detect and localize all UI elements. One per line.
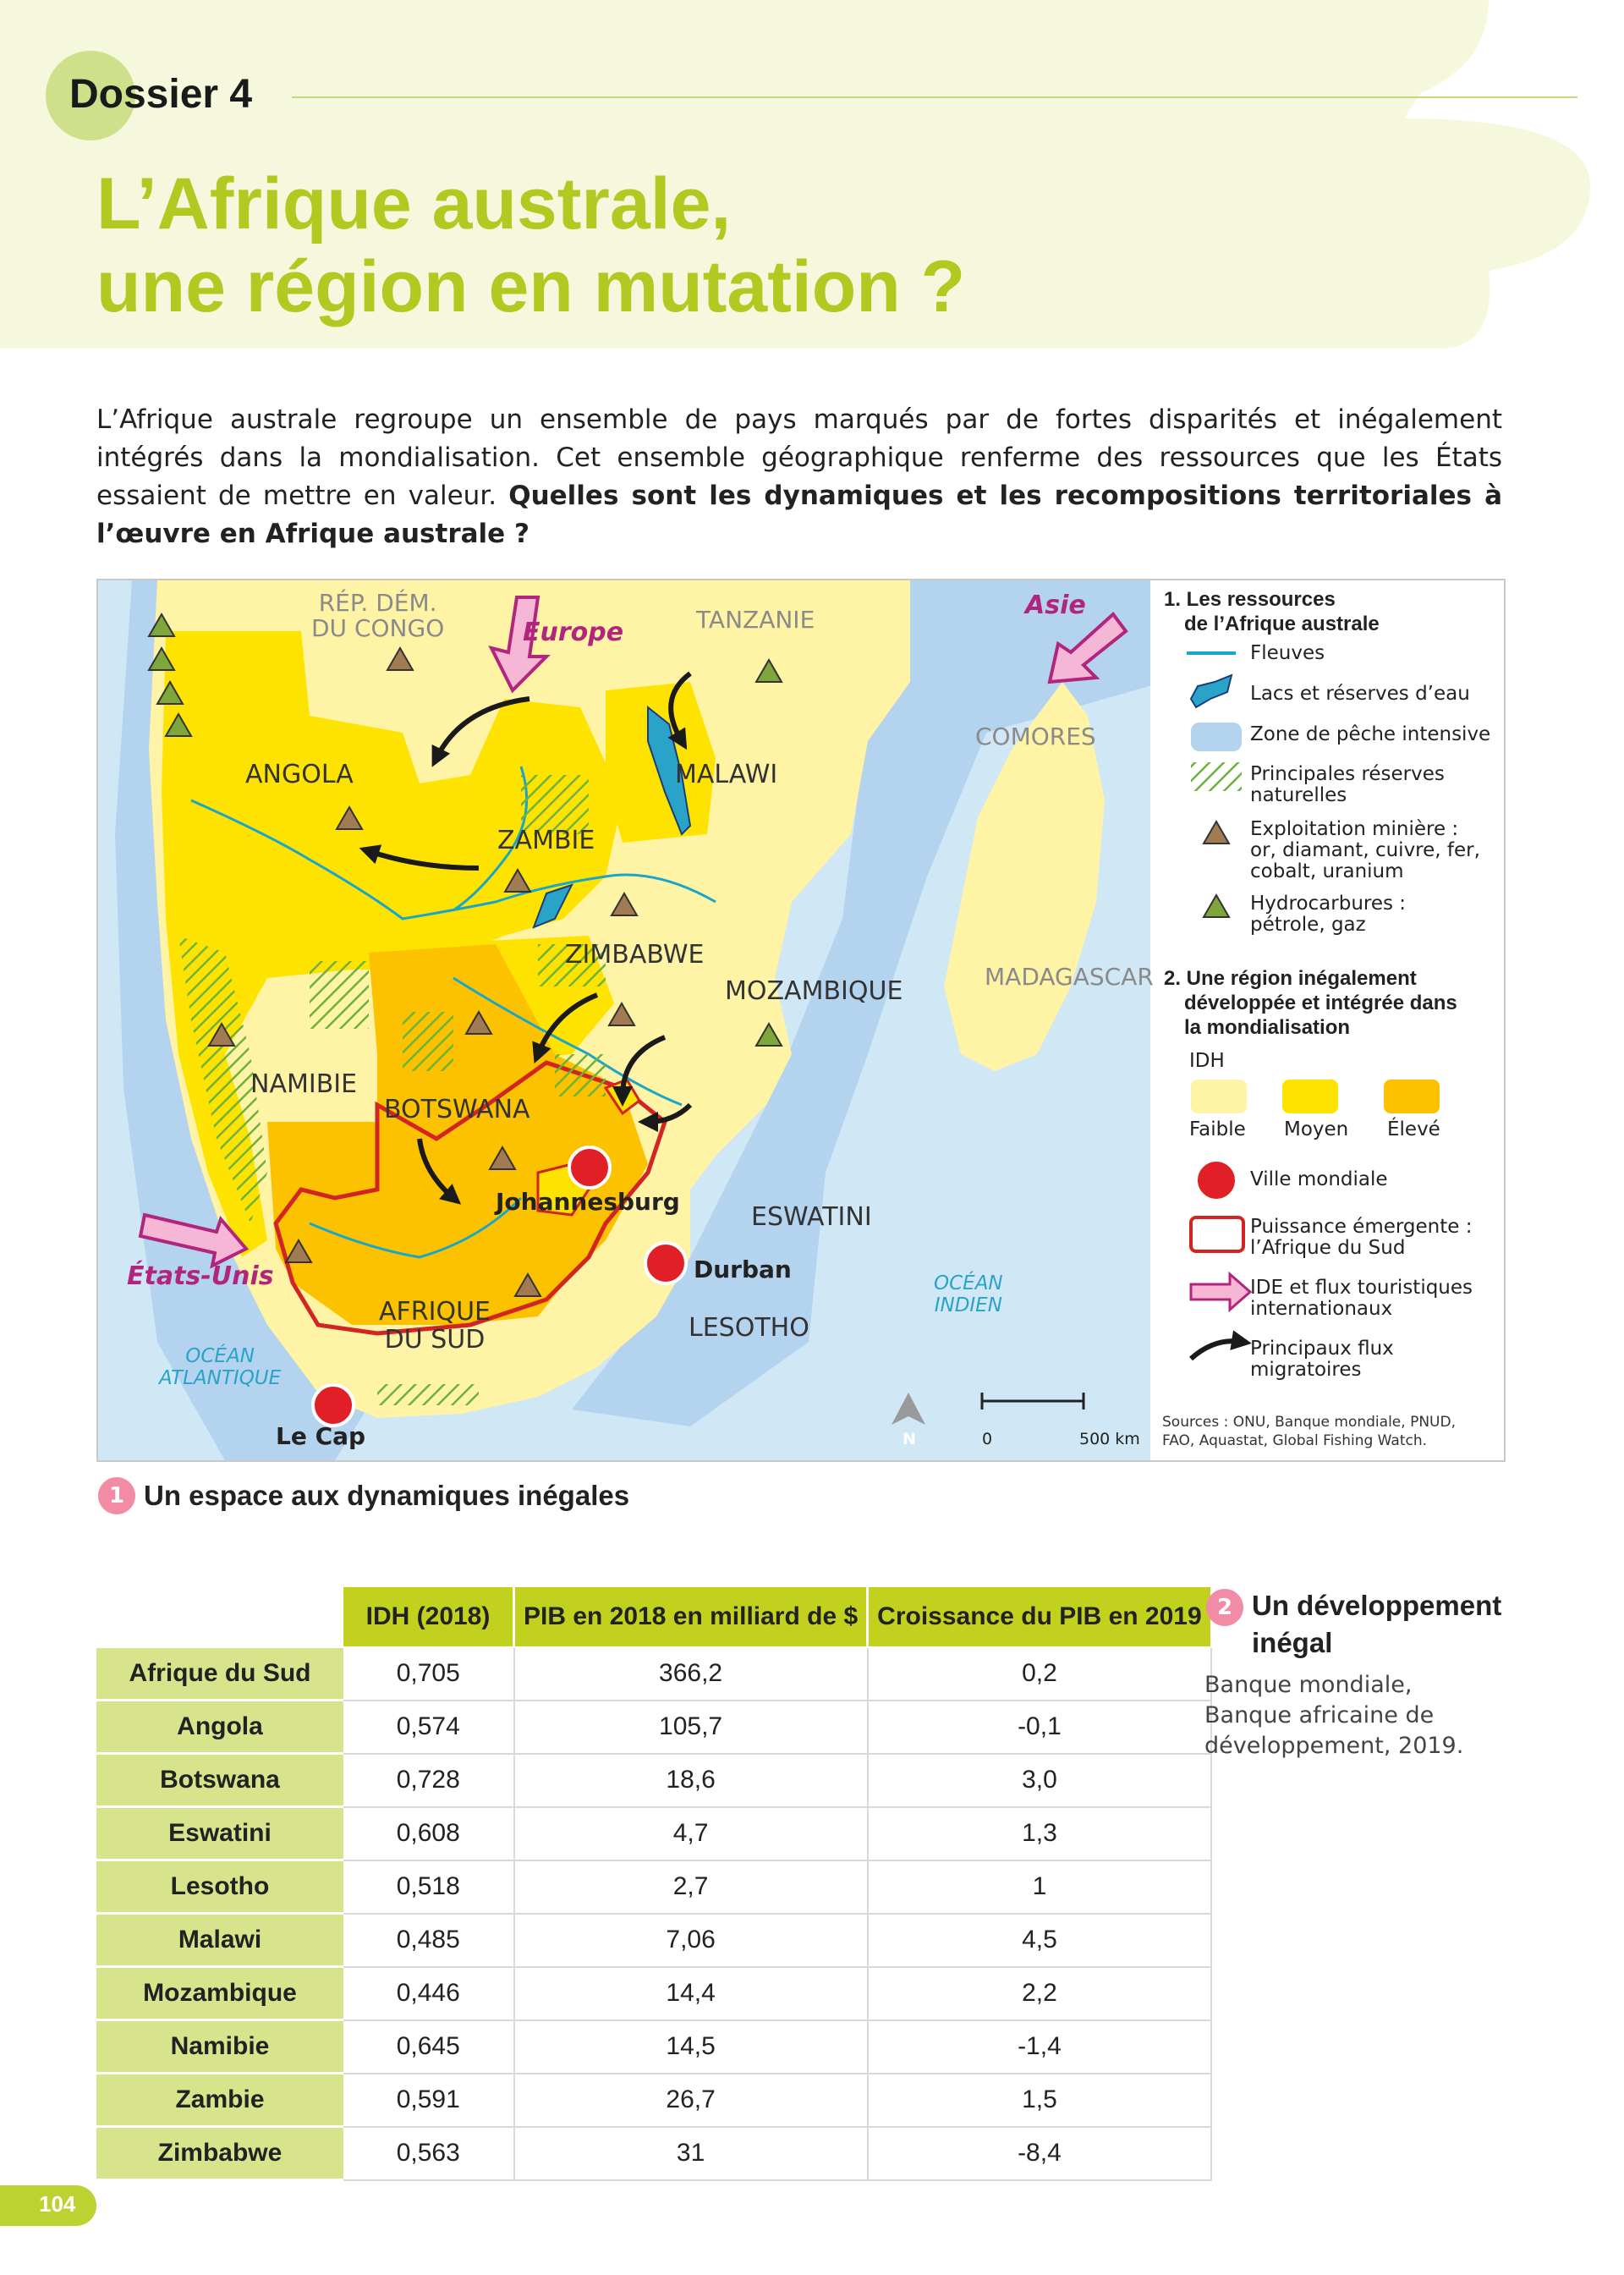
label-asie: Asie: [1025, 591, 1086, 620]
croissance-cell: 3,0: [868, 1754, 1212, 1807]
legend-city: [1196, 1160, 1237, 1201]
intro-text: L’Afrique australe regroupe un ensemble de pays marqués par de fortes disparités et inégalement intégrés dans la mondialisation. Cet ensemble géographique renferme des ressources que les États essaient de mettre en valeur.: [96, 404, 1502, 511]
map-sources: [1162, 1413, 1456, 1450]
legend-migr-line1: Principaux flux: [1250, 1338, 1394, 1360]
pib-cell: 105,7: [514, 1701, 868, 1754]
label-johannesburg: Johannesburg: [496, 1188, 680, 1216]
pib-cell: 2,7: [514, 1860, 868, 1914]
croissance-cell: -8,4: [868, 2127, 1212, 2180]
label-oa-line2: ATLANTIQUE: [159, 1367, 282, 1389]
label-tanzanie: TANZANIE: [696, 606, 815, 634]
pib-cell: 31: [514, 2127, 868, 2180]
legend-s1-line1: 1. Les ressources: [1164, 588, 1336, 611]
reserve-botswana: [310, 961, 369, 1029]
legend-miniere-line2: or, diamant, cuivre, fer,: [1250, 839, 1480, 861]
label-le-cap: Le Cap: [276, 1422, 366, 1450]
north-label: N: [903, 1430, 916, 1448]
intro-question: Quelles sont les dynamiques et les recompositions territoriales à l’œuvre en Afrique australe ?: [96, 481, 1502, 549]
legend-ads: [1191, 1217, 1243, 1251]
sources-line1: Sources : ONU, Banque mondiale, PNUD,: [1162, 1414, 1456, 1431]
legend-idh: IDH: [1189, 1050, 1225, 1072]
legend-hydro-text: [1250, 893, 1406, 936]
legend-puissance-line1: Puissance émergente :: [1250, 1216, 1473, 1238]
legend-lacs: Lacs et réserves d’eau: [1250, 683, 1470, 705]
legend-reserves-line1: Principales réserves: [1250, 763, 1445, 785]
pib-cell: 14,4: [514, 1967, 868, 2020]
croissance-cell: 4,5: [868, 1914, 1212, 1967]
legend-migr-line2: migratoires: [1250, 1359, 1362, 1381]
label-ads-line1: AFRIQUE: [379, 1297, 491, 1327]
page-title-line1: L’Afrique australe,: [96, 163, 732, 245]
idh-cell: 0,608: [343, 1807, 514, 1860]
label-oa-line1: OCÉAN: [185, 1345, 255, 1367]
scale-zero: 0: [982, 1430, 993, 1448]
idh-cell: 0,446: [343, 1967, 514, 2020]
legend-s2-line2: développée et intégrée dans: [1184, 992, 1457, 1014]
table-row: [96, 1807, 1211, 1860]
table-row: [96, 1860, 1211, 1914]
legend-fleuves: Fleuves: [1250, 642, 1325, 664]
label-ads-line2: DU SUD: [384, 1325, 486, 1355]
country-cell: Eswatini: [96, 1807, 343, 1860]
caption1-number: 1: [98, 1477, 135, 1514]
legend-miniere-line3: cobalt, uranium: [1250, 860, 1404, 882]
label-comores: COMORES: [975, 723, 1096, 750]
caption2-title-line1: Un développement: [1252, 1590, 1502, 1621]
map-figure: [96, 579, 1506, 1462]
sources-line2: FAO, Aquastat, Global Fishing Watch.: [1162, 1432, 1428, 1449]
pib-cell: 18,6: [514, 1754, 868, 1807]
label-botswana: BOTSWANA: [384, 1095, 530, 1124]
pib-cell: 14,5: [514, 2020, 868, 2074]
table-row: [96, 1754, 1211, 1807]
table-corner: [96, 1587, 343, 1647]
label-europe: Europe: [523, 618, 624, 647]
scale-distance: 500 km: [1079, 1430, 1140, 1448]
label-rdc-line2: DU CONGO: [311, 614, 445, 642]
label-ads: [379, 1298, 491, 1354]
legend-s1-line2: de l’Afrique australe: [1184, 613, 1380, 635]
label-oi-line2: INDIEN: [934, 1294, 1002, 1316]
legend-peche: Zone de pêche intensive: [1250, 723, 1491, 745]
legend-idh-faible: [1191, 1080, 1247, 1113]
country-cell: Zambie: [96, 2074, 343, 2127]
label-madagascar: MADAGASCAR: [985, 963, 1154, 991]
page-number: 104: [39, 2191, 76, 2217]
caption2-title: [1252, 1587, 1501, 1662]
pib-cell: 366,2: [514, 1647, 868, 1701]
table-row: [96, 2020, 1211, 2074]
croissance-cell: 1: [868, 1860, 1212, 1914]
table-row: [96, 2127, 1211, 2180]
legend-puissance: [1250, 1217, 1473, 1259]
label-zimbabwe: ZIMBABWE: [565, 940, 705, 970]
country-cell: Angola: [96, 1701, 343, 1754]
label-durban: Durban: [694, 1256, 792, 1283]
legend-ville-mondiale: Ville mondiale: [1250, 1168, 1388, 1190]
header-idh: IDH (2018): [343, 1587, 514, 1647]
caption2-source-line1: Banque mondiale,: [1204, 1672, 1413, 1698]
idh-cell: 0,563: [343, 2127, 514, 2180]
legend-section1-title: [1164, 587, 1380, 636]
croissance-cell: -0,1: [868, 1701, 1212, 1754]
legend-fishing: [1191, 723, 1242, 751]
legend-reserves-line2: naturelles: [1250, 784, 1347, 806]
croissance-cell: 2,2: [868, 1967, 1212, 2020]
idh-cell: 0,705: [343, 1647, 514, 1701]
legend-moyen: Moyen: [1284, 1118, 1349, 1140]
country-cell: Mozambique: [96, 1967, 343, 2020]
legend-reserves: [1250, 764, 1445, 806]
croissance-cell: 1,3: [868, 1807, 1212, 1860]
legend-reserve: [1191, 762, 1242, 791]
legend-miniere: [1250, 819, 1480, 882]
caption2-source: [1204, 1670, 1463, 1761]
legend-s2-line1: 2. Une région inégalement: [1164, 967, 1417, 990]
legend-s2-line3: la mondialisation: [1184, 1016, 1351, 1039]
label-rdc-line1: RÉP. DÉM.: [318, 589, 437, 617]
legend-eleve: Élevé: [1387, 1118, 1440, 1140]
country-cell: Namibie: [96, 2020, 343, 2074]
pib-cell: 7,06: [514, 1914, 868, 1967]
dossier-label: Dossier 4: [69, 72, 253, 117]
idh-cell: 0,591: [343, 2074, 514, 2127]
legend-hydro-line2: pétrole, gaz: [1250, 914, 1366, 936]
caption2-source-line3: développement, 2019.: [1204, 1733, 1464, 1759]
caption2-source-line2: Banque africaine de: [1204, 1702, 1435, 1728]
legend-section2-title: [1164, 966, 1457, 1040]
table-row: [96, 1701, 1211, 1754]
table-body: [96, 1647, 1211, 2180]
legend-hydro-line1: Hydrocarbures :: [1250, 893, 1407, 915]
legend-puissance-line2: l’Afrique du Sud: [1250, 1237, 1406, 1259]
label-angola: ANGOLA: [245, 760, 354, 789]
table-row: [96, 1647, 1211, 1701]
croissance-cell: 0,2: [868, 1647, 1212, 1701]
label-oi-line1: OCÉAN: [934, 1272, 1003, 1294]
country-cell: Botswana: [96, 1754, 343, 1807]
idh-cell: 0,645: [343, 2020, 514, 2074]
legend-idh-moyen: [1282, 1080, 1338, 1113]
header-pib: PIB en 2018 en milliard de $: [514, 1587, 868, 1647]
legend-ide-line1: IDE et flux touristiques: [1250, 1277, 1473, 1299]
reserve-cape: [377, 1384, 479, 1405]
reserve-kruger: [555, 1054, 606, 1096]
table-header-row: [96, 1587, 1211, 1647]
legend-faible: Faible: [1189, 1118, 1246, 1140]
idh-cell: 0,485: [343, 1914, 514, 1967]
caption1-title: Un espace aux dynamiques inégales: [144, 1480, 630, 1511]
label-zambie: ZAMBIE: [497, 826, 595, 855]
country-cell: Zimbabwe: [96, 2127, 343, 2180]
legend-ide-line2: internationaux: [1250, 1298, 1393, 1320]
legend-miniere-line1: Exploitation minière :: [1250, 818, 1459, 840]
table-row: [96, 1967, 1211, 2020]
label-mozambique: MOZAMBIQUE: [725, 976, 903, 1006]
label-lesotho: LESOTHO: [689, 1313, 809, 1343]
label-eswatini: ESWATINI: [751, 1202, 872, 1232]
label-namibie: NAMIBIE: [250, 1069, 358, 1099]
caption2-title-line2: inégal: [1252, 1627, 1333, 1658]
header-croissance: Croissance du PIB en 2019: [868, 1587, 1212, 1647]
label-malawi: MALAWI: [675, 760, 778, 789]
pib-cell: 4,7: [514, 1807, 868, 1860]
country-cell: Lesotho: [96, 1860, 343, 1914]
croissance-cell: 1,5: [868, 2074, 1212, 2127]
page-title-line2: une région en mutation ?: [96, 246, 966, 327]
reserve-botswana-2: [403, 1012, 453, 1071]
table-row: [96, 2074, 1211, 2127]
label-rdc: [311, 591, 444, 641]
idh-cell: 0,574: [343, 1701, 514, 1754]
idh-cell: 0,728: [343, 1754, 514, 1807]
legend-migration-text: [1250, 1338, 1394, 1381]
intro-paragraph: [96, 401, 1502, 553]
label-etats-unis: États-Unis: [127, 1261, 274, 1291]
caption2-number: 2: [1206, 1589, 1243, 1626]
development-table: [96, 1587, 1213, 2181]
legend-ide-text: [1250, 1278, 1473, 1320]
legend-idh-eleve: [1384, 1080, 1440, 1113]
header-rule: [292, 96, 1577, 98]
label-ocean-indien: [934, 1272, 1003, 1316]
table-row: [96, 1914, 1211, 1967]
croissance-cell: -1,4: [868, 2020, 1212, 2074]
idh-cell: 0,518: [343, 1860, 514, 1914]
pib-cell: 26,7: [514, 2074, 868, 2127]
country-cell: Malawi: [96, 1914, 343, 1967]
country-cell: Afrique du Sud: [96, 1647, 343, 1701]
label-ocean-atlantique: [159, 1345, 281, 1389]
